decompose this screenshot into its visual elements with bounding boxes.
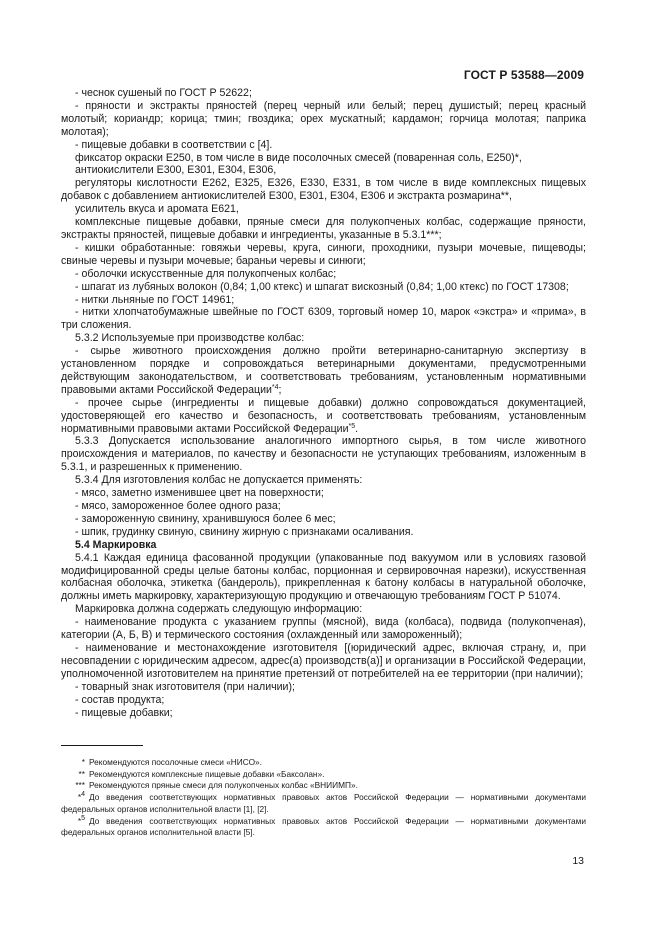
list-item: - оболочки искусственные для полукопченых колбас; (75, 267, 337, 280)
clause-5-3-2: 5.3.2 Используемые при производстве колбас: (75, 332, 305, 345)
paragraph: комплексные пищевые добавки, пряные смеси для полукопченых колбас, содержащие пряности, экстракты пряностей, пищевые добавки и ингредиенты, указанные в 5.3.1***; (61, 216, 586, 241)
list-item: - пищевые добавки в соответствии с [4]. (75, 138, 273, 151)
footnote-mark (61, 816, 89, 828)
list-item: - мясо, заметно изменившее цвет на поверхности; (75, 487, 324, 500)
paragraph: фиксатор окраски Е250, в том числе в виде посолочных смесей (поваренная соль, Е250)*, (75, 151, 522, 164)
list-item: - шпагат из лубяных волокон (0,84; 1,00 ктекс) и шпагат вискозный (0,84; 1,00 ктекс) по ГОСТ 17308; (75, 280, 569, 293)
footnote-text: Рекомендуются пряные смеси для полукопченых колбас «ВНИИМП». (89, 780, 358, 791)
paragraph: регуляторы кислотности Е262, Е325, Е326, Е330, Е331, в том числе в виде комплексных пищевых добавок с добавлением антиокислителей Е300, Е301, Е304, Е306 и экстракта розмарина**, (61, 177, 586, 203)
footnote (61, 816, 586, 839)
list-item (61, 397, 586, 436)
footnote (61, 757, 586, 769)
paragraph: антиокислители Е300, Е301, Е304, Е306, (75, 164, 277, 177)
document-header: ГОСТ Р 53588—2009 (463, 68, 584, 82)
footnote (61, 780, 586, 792)
list-item: - пищевые добавки; (75, 706, 173, 719)
footnotes (61, 757, 586, 839)
page-number: 13 (572, 855, 584, 867)
list-item: - наименование и местонахождение изготовителя [(юридический адрес, включая страну, и, при несовпадении с юридическим адресом, адрес(а) производств(а)] и организации в Российской Федерации, уполномоченной изготовителем на принятие претензий от потребителей на ее территории (при наличии); (61, 641, 586, 680)
footnote-mark: *** (75, 780, 85, 791)
footnote-star: * (77, 815, 82, 826)
paragraph: усилитель вкуса и аромата Е621, (75, 203, 239, 216)
list-item: - мясо, замороженное более одного раза; (75, 500, 281, 512)
list-item: - кишки обработанные: говяжьи черевы, круга, синюги, проходники, пузыри мочевые, пищеводы; свиные черевы и пузыри мочевые; бараньи черевы и синюги; (61, 241, 586, 267)
list-item-text: - сырье животного происхождения должно пройти ветеринарно-санитарную экспертизу в установленном порядке и сопровождаться ветеринарными документами, предусмотренными действующим законодательством, и соответствовать требованиям, установленным нормативными правовыми актами Российской Федерации (61, 345, 586, 396)
list-item: - нитки льняные по ГОСТ 14961; (75, 293, 235, 306)
list-item (61, 345, 586, 397)
list-item: - товарный знак изготовителя (при наличии); (75, 680, 295, 693)
footnote-number: 5 (81, 814, 85, 822)
list-item: - шпик, грудинку свиную, свинину жирную с признаками осаливания. (75, 525, 414, 538)
section-heading: 5.4 Маркировка (75, 538, 157, 551)
paragraph: Маркировка должна содержать следующую информацию: (75, 603, 363, 616)
footnote-ref: *5 (348, 422, 356, 430)
list-item: - пряности и экстракты пряностей (перец черный или белый; перец душистый; перец красный молотый; кориандр; корица; тмин; гвоздика; орех мускатный; кардамон; горчица молотая; паприка молотая); (61, 99, 586, 138)
punctuation: . (355, 422, 359, 435)
clause-5-3-3: 5.3.3 Допускается использование аналогичного импортного сырья, в том числе животного происхождения и материалов, по качеству и безопасности не уступающих требованиям, изложенным в 5.3.1, и разрешенных к применению. (61, 435, 586, 474)
footnote (61, 792, 586, 815)
body-text (61, 87, 586, 719)
list-item: - чеснок сушеный по ГОСТ Р 52622; (75, 87, 252, 99)
list-item: - нитки хлопчатобумажные швейные по ГОСТ 6309, торговый номер 10, марок «экстра» и «прима», в три сложения. (61, 306, 586, 332)
footnote-mark: * (81, 757, 85, 767)
punctuation: ; (278, 383, 282, 396)
footnote-number: 4 (81, 791, 85, 799)
footnote-mark: ** (78, 768, 85, 779)
clause-5-4-1: 5.4.1 Каждая единица фасованной продукции (упакованные под вакуумом или в условиях газовой модифицированной среды целые батоны колбас, порционная и сервировочная нарезки), искусственная колбасная оболочка, этикетка (бандероль), прикрепленная к батону колбасы в натуральной оболочке, должны иметь маркировку, характеризующую продукцию и отвечающую требованиям ГОСТ Р 51074. (61, 551, 586, 603)
footnote-text: Рекомендуются посолочные смеси «НИСО». (89, 757, 262, 767)
list-item: - состав продукта; (75, 693, 165, 706)
footnote-star: * (77, 792, 82, 803)
footnote-text: До введения соответствующих нормативных правовых актов Российской Федерации — нормативными документами федеральных органов исполнительной власти [1], [2]. (61, 792, 586, 814)
list-item-text: - прочее сырье (ингредиенты и пищевые добавки) должно сопровождаться документацией, удостоверяющей его качество и безопасность, и соответствовать требованиям, установленным нормативными правовыми актами Российской Федерации (61, 396, 586, 435)
list-item: - замороженную свинину, хранившуюся более 6 мес; (75, 512, 336, 525)
footnote-mark (61, 792, 89, 804)
clause-5-3-4: 5.3.4 Для изготовления колбас не допускается применять: (75, 474, 363, 487)
footnote-text: До введения соответствующих нормативных правовых актов Российской Федерации — нормативными документами федеральных органов исполнительной власти [5]. (61, 815, 586, 838)
footnote-text: Рекомендуются комплексные пищевые добавки «Баксолан». (89, 768, 325, 779)
footnote-divider (61, 745, 143, 746)
list-item: - наименование продукта с указанием группы (мясной), вида (колбаса), подвида (полукопченая), категории (А, Б, В) и термического состояния (охлажденный или замороженный); (61, 616, 586, 642)
footnote-ref: *4 (271, 383, 279, 391)
footnote (61, 769, 586, 781)
